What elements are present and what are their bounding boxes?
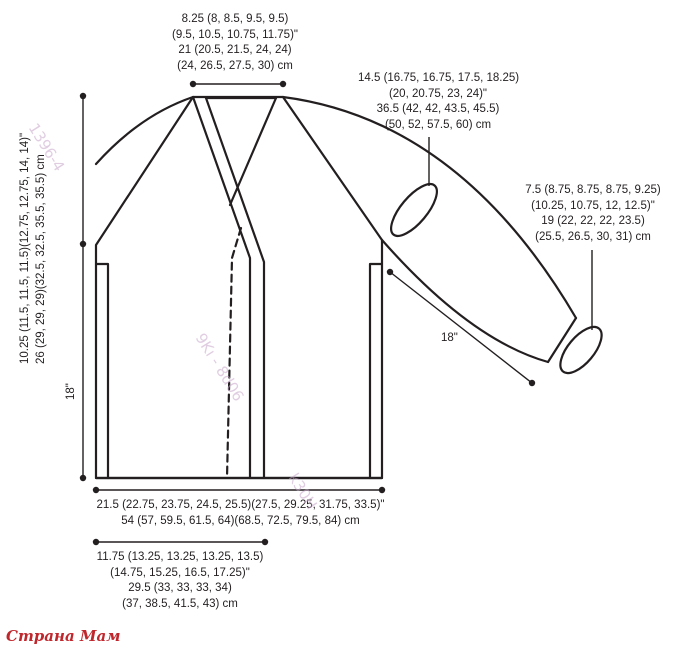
garment-outline	[96, 97, 382, 478]
dot	[80, 93, 86, 99]
cuff-line: (25.5, 26.5, 30, 31) cm	[535, 230, 651, 243]
upper-arm-line: 14.5 (16.75, 16.75, 17.5, 18.25)	[358, 72, 520, 84]
cuff-ellipse	[553, 320, 609, 380]
front-width-line: (14.75, 15.25, 16.5, 17.25)"	[110, 566, 250, 579]
front-width-label	[95, 550, 265, 612]
cuff-label	[508, 183, 678, 245]
dot	[379, 487, 385, 493]
upper-arm-line: 36.5 (42, 42, 43.5, 45.5)	[376, 103, 500, 115]
dot	[262, 539, 268, 545]
neck-width-line: (9.5, 10.5, 10.75, 11.75)"	[172, 28, 298, 41]
right-neck-edge	[230, 98, 276, 205]
left-front-band-outer	[193, 97, 250, 478]
bottom-width-line: 54 (57, 59.5, 61.5, 64)(68.5, 72.5, 79.5, 84) cm	[121, 514, 360, 527]
dot	[190, 81, 196, 87]
yoke-depth-line: 26 (29, 29, 29)(32.5, 32.5, 35.5, 35.5) cm	[34, 154, 47, 364]
sleeve-dimension-line	[390, 272, 532, 383]
bottom-width-label	[58, 498, 423, 529]
neck-width-label	[155, 12, 315, 74]
dot	[80, 475, 86, 481]
upper-arm-label	[358, 71, 518, 133]
cuff-line: (10.25, 10.75, 12, 12.5)"	[531, 199, 655, 212]
sleeve-length-label: 18"	[441, 332, 458, 344]
yoke-depth-line: 10.25 (11.5, 11.5, 11.5)(12.75, 12.75, 14, 14)"	[19, 132, 31, 364]
watermark-text: 1396-4	[24, 120, 69, 175]
bottom-width-line: 21.5 (22.75, 23.75, 24.5, 25.5)(27.5, 29.25, 31.75, 33.5)"	[96, 499, 385, 511]
right-side-band	[370, 264, 382, 478]
cuff-line: 19 (22, 22, 22, 23.5)	[541, 215, 645, 227]
body-length-label: 18"	[65, 383, 77, 400]
front-width-line: 29.5 (33, 33, 33, 34)	[128, 582, 232, 594]
neck-width-line: 21 (20.5, 21.5, 24, 24)	[178, 44, 292, 56]
neck-width-line: 8.25 (8, 8.5, 9.5, 9.5)	[181, 13, 289, 25]
sleeve-underarm	[382, 240, 548, 362]
cuff-line: 7.5 (8.75, 8.75, 8.75, 9.25)	[525, 184, 661, 196]
brand-logo-text: Страна Мам	[6, 627, 121, 645]
left-side-band	[96, 264, 108, 478]
front-width-line: (37, 38.5, 41.5, 43) cm	[122, 597, 238, 610]
left-shoulder-curve	[96, 97, 193, 164]
watermark-text: 9Kı - 8d06	[191, 330, 248, 405]
dot	[280, 81, 286, 87]
watermark-text: k30H	[284, 470, 321, 513]
neck-width-line: (24, 26.5, 27.5, 30) cm	[177, 59, 293, 72]
right-front-dashed	[227, 228, 241, 478]
upper-arm-line: (20, 20.75, 23, 24)"	[388, 87, 488, 100]
upper-arm-ellipse	[383, 177, 444, 243]
dot	[80, 241, 86, 247]
dot	[93, 539, 99, 545]
dot	[529, 380, 535, 386]
dot	[93, 487, 99, 493]
upper-arm-line: (50, 52, 57.5, 60) cm	[384, 118, 492, 131]
dot	[387, 269, 393, 275]
yoke-depth-label	[18, 133, 49, 364]
front-width-line: 11.75 (13.25, 13.25, 13.25, 13.5)	[96, 551, 264, 563]
